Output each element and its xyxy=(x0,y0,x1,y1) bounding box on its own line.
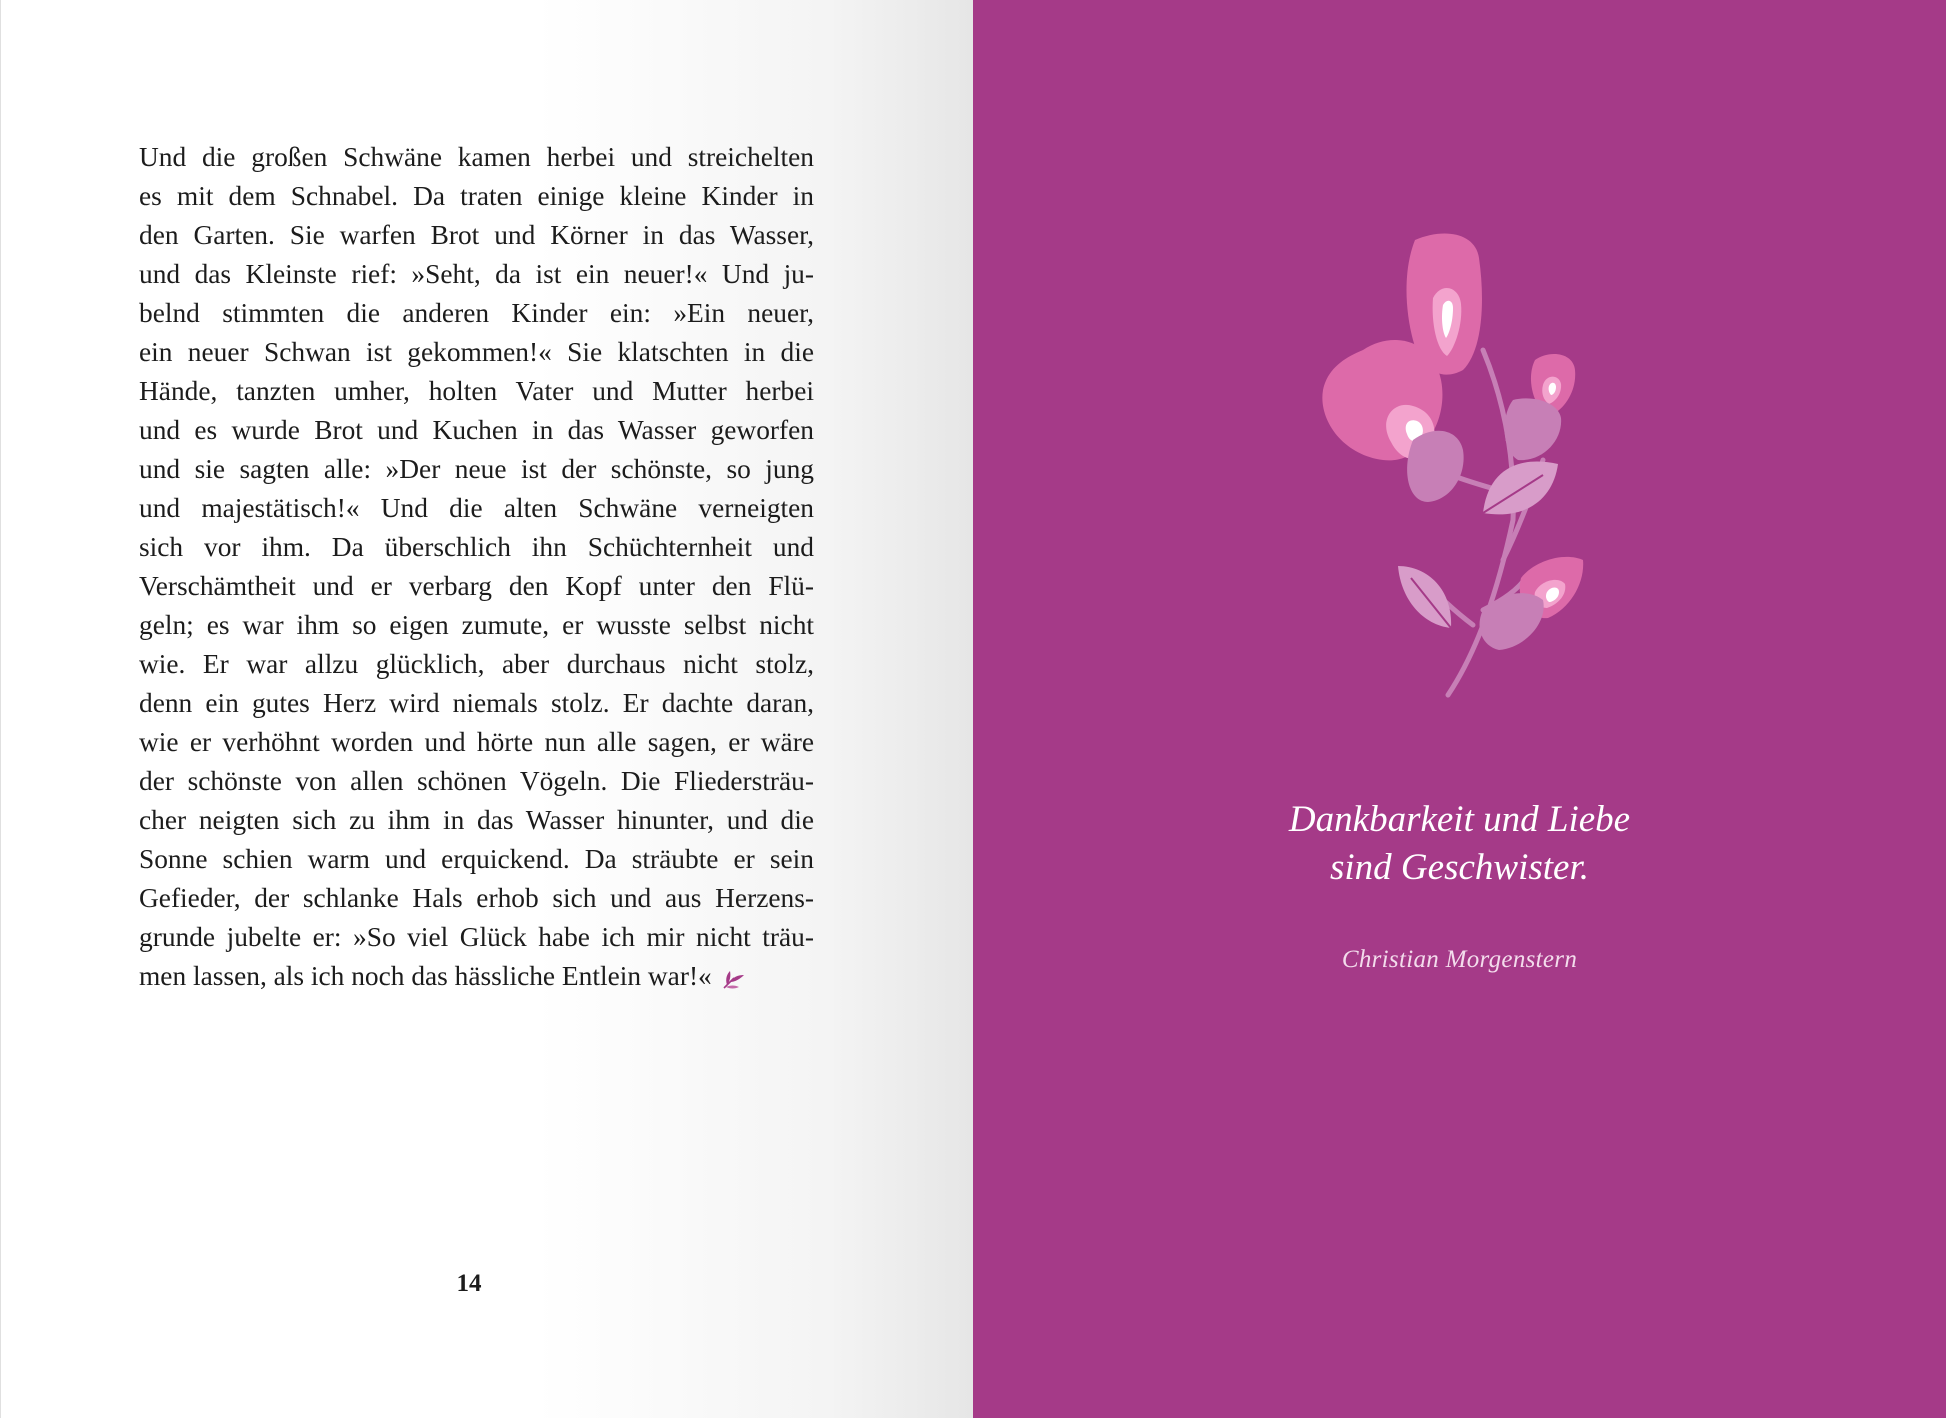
page-number: 14 xyxy=(456,1270,482,1297)
text-line: Gefieder, der schlanke Hals erhob sich und aus Herzens- xyxy=(139,883,814,913)
text-line: geln; es war ihm so eigen zumute, er wusste selbst nicht xyxy=(139,610,814,640)
story-text xyxy=(139,138,814,996)
text-line: wie er verhöhnt worden und hörte nun alle sagen, er wäre xyxy=(139,727,814,757)
text-line: ein neuer Schwan ist gekommen!« Sie klatschten in die xyxy=(139,337,814,367)
text-line: Verschämtheit und er verbarg den Kopf unter den Flü- xyxy=(139,571,814,601)
text-line-last-text: men lassen, als ich noch das hässliche Entlein war!« xyxy=(139,961,712,991)
text-line: denn ein gutes Herz wird niemals stolz. Er dachte daran, xyxy=(139,688,814,718)
right-page xyxy=(973,0,1946,1418)
text-line: Und die großen Schwäne kamen herbei und streichelten xyxy=(139,142,814,172)
text-line: grunde jubelte er: »So viel Glück habe ich mir nicht träu- xyxy=(139,922,814,952)
quote-line: Dankbarkeit und Liebe xyxy=(1288,799,1631,840)
text-line: Sonne schien warm und erquickend. Da sträubte er sein xyxy=(139,844,814,874)
text-line: Hände, tanzten umher, holten Vater und Mutter herbei xyxy=(139,376,814,406)
text-line: cher neigten sich zu ihm in das Wasser hinunter, und die xyxy=(139,805,814,835)
text-line: der schönste von allen schönen Vögeln. Die Fliedersträu- xyxy=(139,766,814,796)
quote xyxy=(1123,796,1796,892)
text-line: sich vor ihm. Da überschlich ihn Schüchternheit und xyxy=(139,532,814,562)
flower-branch-icon xyxy=(1303,230,1603,700)
leaf-sprig-icon xyxy=(722,968,746,990)
quote-author: Christian Morgenstern xyxy=(1341,946,1578,973)
text-line: und majestätisch!« Und die alten Schwäne verneigten xyxy=(139,493,814,523)
text-line: und sie sagten alle: »Der neue ist der schönste, so jung xyxy=(139,454,814,484)
text-line: wie. Er war allzu glücklich, aber durchaus nicht stolz, xyxy=(139,649,814,679)
text-line: und das Kleinste rief: »Seht, da ist ein neuer!« Und ju- xyxy=(139,259,814,289)
text-line: und es wurde Brot und Kuchen in das Wasser geworfen xyxy=(139,415,814,445)
quote-line: sind Geschwister. xyxy=(1330,847,1589,888)
text-line-last xyxy=(139,957,814,996)
text-line: es mit dem Schnabel. Da traten einige kleine Kinder in xyxy=(139,181,814,211)
text-line: den Garten. Sie warfen Brot und Körner in das Wasser, xyxy=(139,220,814,250)
text-line: belnd stimmten die anderen Kinder ein: »Ein neuer, xyxy=(139,298,814,328)
